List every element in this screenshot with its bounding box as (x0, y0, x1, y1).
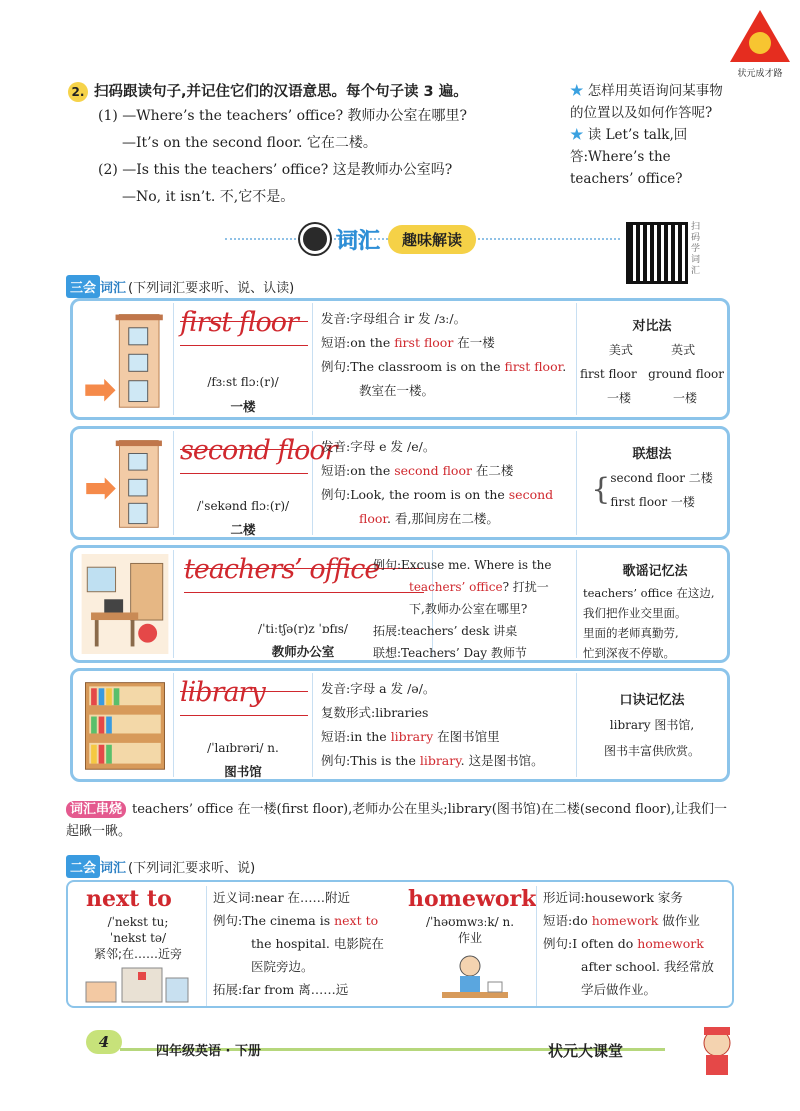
vocab-title-main: 词汇 (336, 228, 381, 254)
info-text: . 这是图书馆。 (460, 753, 544, 768)
brace-icon: { (591, 472, 611, 507)
mascot-illustration (694, 1025, 740, 1077)
level-1-desc: (下列词汇要求听、说、认读) (128, 281, 295, 296)
sentence-4: —No, it isn’t. 不,它不是。 (122, 189, 295, 205)
vocab-card-second-floor (70, 426, 730, 540)
section-instruction (68, 80, 468, 102)
info-text: 短语:on the (321, 335, 395, 350)
highlight: teachers’ office (409, 580, 503, 594)
phonetic: ˈnekst tə/ (109, 931, 167, 945)
info-line: 下,教师办公室在哪里? (409, 602, 528, 616)
sentence-1: (1) —Where’s the teachers’ office? 教师办公室在哪里? (98, 108, 468, 124)
highlight: homework (591, 913, 659, 928)
qr-code[interactable] (626, 222, 688, 284)
publisher-logo (730, 10, 790, 80)
office-illustration (79, 554, 171, 654)
highlight: second floor (394, 463, 472, 478)
info-line: 学后做作业。 (581, 982, 657, 997)
handwritten-word: second floor (180, 435, 308, 481)
info-text: 短语:in the (321, 729, 391, 744)
phonetic: /ˈhəʊmwɜːk/ n. (425, 915, 515, 929)
word-info (321, 435, 573, 531)
level-2-tag2: 词汇 (100, 861, 127, 876)
info-line: 例句:Excuse me. Where is the (373, 558, 552, 572)
chinese-meaning: 图书馆 (224, 764, 262, 779)
info-line: 发音:字母组合 ir 发 /ɜː/。 (321, 311, 467, 326)
highlight: second (508, 487, 554, 502)
info-text: 做作业 (658, 913, 700, 928)
word-info (373, 554, 573, 664)
level-1-tag: 三会 (66, 275, 100, 298)
level-1-header (66, 275, 294, 298)
highlight: first floor (504, 359, 563, 374)
chinese-meaning: 教师办公室 (271, 644, 335, 659)
method-line: teachers’ office 在这边, (583, 586, 715, 600)
method-line: library 图书馆, (609, 718, 695, 732)
method-line: 图书丰富供欣赏。 (603, 744, 700, 758)
word-next-to: next to (86, 886, 172, 912)
method-line: 美式 英式 (608, 343, 696, 357)
phonetic: /ˈlaɪbrəri/ n. (207, 741, 279, 755)
info-line: 复数形式:libraries (321, 705, 429, 720)
info-text: 在图书馆里 (433, 729, 500, 744)
info-line: 医院旁边。 (251, 959, 314, 974)
section-number: 2. (68, 82, 88, 102)
word-info (321, 307, 573, 403)
method-line: 我们把作业交里面。 (583, 606, 687, 620)
highlight: floor (359, 511, 387, 526)
chinese-meaning: 一楼 (230, 399, 256, 414)
highlight: library (390, 729, 434, 744)
info-line: 发音:字母 a 发 /ə/。 (321, 681, 436, 696)
vocab-heading (300, 222, 476, 256)
memory-method (576, 673, 727, 777)
student-illustration (440, 952, 510, 1004)
tip-line-1: 怎样用英语询问某事物的位置以及如何作答呢? (570, 83, 723, 121)
building-illustration (79, 435, 171, 531)
memory-method (576, 431, 727, 535)
info-line: 拓展:far from 离……远 (213, 982, 349, 997)
star-icon: ★ (570, 83, 584, 99)
page-number: 4 (86, 1030, 122, 1054)
level-2-box (66, 880, 734, 1008)
method-title: 对比法 (632, 319, 672, 334)
chinese-meaning: 作业 (457, 931, 482, 945)
vocab-title-sub: 趣味解读 (388, 225, 476, 254)
sentence-2: —It’s on the second floor. 它在二楼。 (122, 135, 377, 151)
method-line: 忙到深夜不停歇。 (583, 646, 675, 660)
phonetic: /ˈnekst tu; (107, 915, 169, 929)
phonetic: /ˈsekənd flɔː(r)/ (196, 499, 290, 513)
hospital-illustration (82, 964, 192, 1004)
info-text: . 看,那间房在二楼。 (387, 511, 499, 526)
info-text: 例句:The cinema is (213, 913, 335, 928)
info-text: 短语:do (543, 913, 592, 928)
info-text: 例句:The classroom is on the (321, 359, 505, 374)
phonetic: /fɜːst flɔː(r)/ (207, 375, 279, 389)
method-line: second floor 二楼 (610, 471, 713, 485)
method-line: 里面的老师真勤劳, (583, 626, 679, 640)
footer-title: 四年级英语 · 下册 (156, 1044, 261, 1059)
handwritten-word: first floor (180, 307, 308, 353)
chinese-meaning: 二楼 (230, 522, 256, 537)
sentence-3: (2) —Is this the teachers’ office? 这是教师办公室吗? (98, 162, 453, 178)
info-text: 例句:Look, the room is on the (321, 487, 509, 502)
phonetic: /ˈtiːtʃə(r)z ˈɒfɪs/ (258, 622, 348, 636)
method-line: 一楼 一楼 (607, 391, 697, 405)
chinese-meaning: 紧邻;在……近旁 (93, 947, 183, 961)
highlight: first floor (394, 335, 454, 350)
highlight: library (419, 753, 461, 768)
word-homework: homework (408, 886, 537, 912)
info-text: 短语:on the (321, 463, 395, 478)
qr-note: 扫码学词汇 (691, 222, 701, 276)
info-text: 例句:This is the (321, 753, 420, 768)
info-line: 近义词:near 在……附近 (213, 890, 351, 905)
level-2-header (66, 855, 255, 878)
instruction-text: 扫码跟读句子,并记住它们的汉语意思。每个句子读 3 遍。 (94, 84, 468, 100)
method-title: 联想法 (632, 447, 672, 462)
memory-method (576, 550, 727, 658)
info-line: the hospital. 电影院在 (251, 936, 384, 951)
memory-method (576, 303, 727, 415)
handwritten-word: teachers’ office (184, 554, 424, 600)
info-text: 在二楼 (471, 463, 514, 478)
chain-tag: 词汇串烧 (66, 801, 126, 818)
tip-line-2: 读 Let’s talk,回答:Where’s the teachers’ office? (570, 127, 688, 187)
info-text: 在一楼 (453, 335, 495, 350)
building-illustration (79, 307, 171, 411)
level-2-desc: (下列词汇要求听、说) (128, 861, 256, 876)
highlight: next to (334, 913, 379, 928)
info-text: 例句:I often do (543, 936, 638, 951)
info-text: ? 打扰一 (502, 580, 549, 594)
footer-brand: 状元大课堂 (548, 1042, 624, 1060)
vocab-card-library (70, 668, 730, 782)
vocab-card-teachers-office (70, 545, 730, 663)
vocab-card-first-floor (70, 298, 730, 420)
info-line: 教室在一楼。 (359, 383, 435, 398)
vocab-chain (66, 799, 736, 843)
logo-text: 状元成才路 (737, 69, 783, 79)
level-2-tag: 二会 (66, 855, 100, 878)
highlight: homework (637, 936, 704, 951)
star-icon: ★ (570, 127, 584, 143)
handwritten-word: library (180, 677, 308, 723)
info-line: 形近词:housework 家务 (543, 890, 683, 905)
info-text: . (562, 359, 567, 374)
level-1-tag2: 词汇 (100, 281, 127, 296)
method-line: first floor 一楼 (610, 495, 695, 509)
info-line: after school. 我经常放 (581, 959, 714, 974)
panda-icon (300, 224, 330, 254)
method-title: 口诀记忆法 (619, 693, 685, 708)
word-info (321, 677, 573, 773)
info-line: 联想:Teachers’ Day 教师节 (373, 646, 527, 660)
info-line: 发音:字母 e 发 /e/。 (321, 439, 436, 454)
chain-text: teachers’ office 在一楼(first floor),老师办公在里头;library(图书馆)在二楼(second floor),让我们一起瞅一瞅。 (66, 802, 728, 839)
method-title: 歌谣记忆法 (622, 564, 688, 579)
info-line: 拓展:teachers’ desk 讲桌 (373, 624, 518, 638)
library-illustration (79, 677, 171, 773)
method-line: first floor ground floor (580, 367, 724, 381)
tip-box (570, 80, 735, 190)
